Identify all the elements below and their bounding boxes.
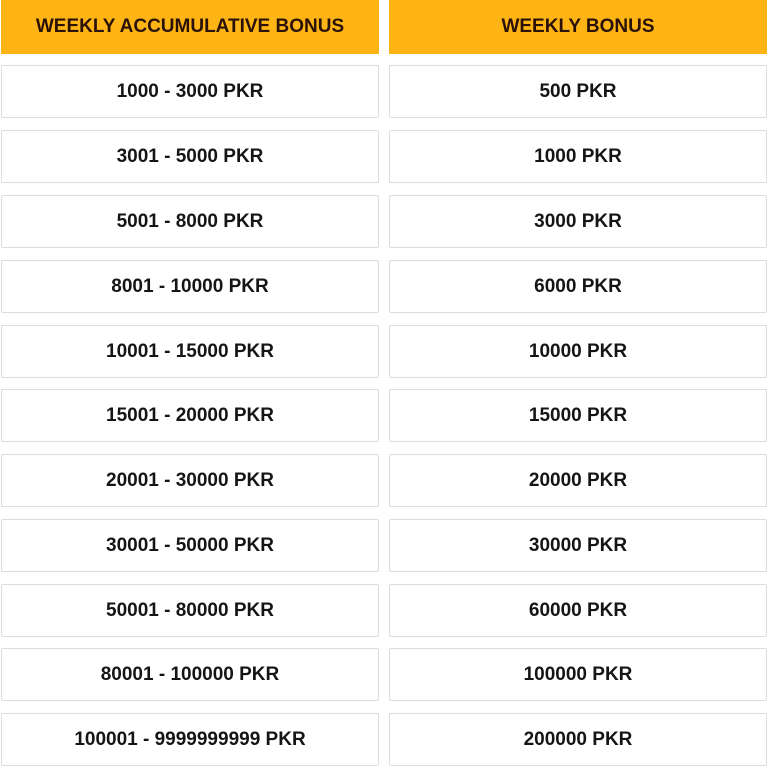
- bonus-cell: 1000 PKR: [389, 130, 767, 183]
- bonus-cell: 20000 PKR: [389, 454, 767, 507]
- bonus-cell: 15000 PKR: [389, 389, 767, 442]
- bonus-cell: 3000 PKR: [389, 195, 767, 248]
- range-cell: 1000 - 3000 PKR: [1, 65, 379, 118]
- range-cell: 8001 - 10000 PKR: [1, 260, 379, 313]
- bonus-cell: 60000 PKR: [389, 584, 767, 637]
- range-cell: 15001 - 20000 PKR: [1, 389, 379, 442]
- range-cell: 50001 - 80000 PKR: [1, 584, 379, 637]
- bonus-cell: 500 PKR: [389, 65, 767, 118]
- header-weekly-bonus: WEEKLY BONUS: [389, 0, 767, 54]
- range-cell: 5001 - 8000 PKR: [1, 195, 379, 248]
- bonus-cell: 30000 PKR: [389, 519, 767, 572]
- range-cell: 20001 - 30000 PKR: [1, 454, 379, 507]
- bonus-cell: 200000 PKR: [389, 713, 767, 766]
- range-cell: 30001 - 50000 PKR: [1, 519, 379, 572]
- range-cell: 100001 - 9999999999 PKR: [1, 713, 379, 766]
- range-cell: 3001 - 5000 PKR: [1, 130, 379, 183]
- bonus-cell: 6000 PKR: [389, 260, 767, 313]
- bonus-cell: 10000 PKR: [389, 325, 767, 378]
- range-cell: 80001 - 100000 PKR: [1, 648, 379, 701]
- bonus-cell: 100000 PKR: [389, 648, 767, 701]
- header-accumulative-bonus: WEEKLY ACCUMULATIVE BONUS: [1, 0, 379, 54]
- range-cell: 10001 - 15000 PKR: [1, 325, 379, 378]
